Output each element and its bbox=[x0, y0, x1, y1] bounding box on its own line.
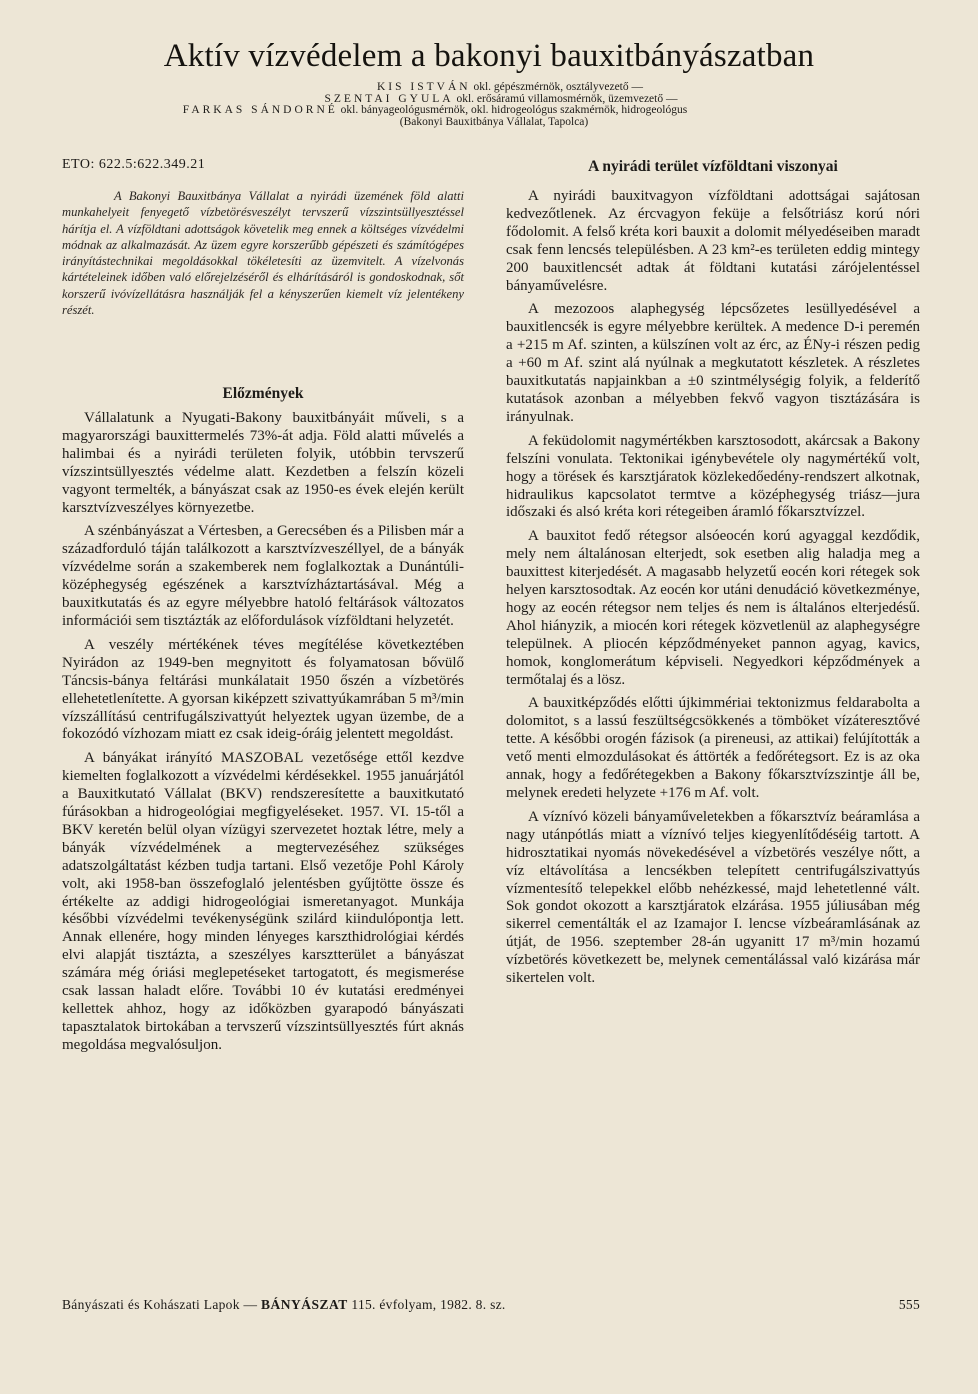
author-name: SZENTAI GYULA bbox=[324, 92, 454, 105]
journal-volume: 115. évfolyam, 1982. 8. sz. bbox=[351, 1297, 506, 1312]
page-footer bbox=[62, 1297, 920, 1313]
paragraph: A víznívó közeli bányaműveletekben a főkarsztvíz beáramlása a nagy utánpótlás miatt a víznívó teljes kiegyenlítődéséig tartott. A hidrosztatikai nyomás növekedésével a vízbetörés veszélye nőtt, a víz eltávolítása a lencsékben telepített centrifugálszivattyús vízmentesítő telepekkel előbb nehézkessé, majd lehetetlenné vált. Sok gondot okozott a karsztjáratok elzárása. 1955 júliusában még sikerrel cementálták el az Izamajor I. lencse vízbeáramlásának az útját, de 1956. szeptember 28-án ugyanitt 17 m³/min hozamú vízbetörés következett be, melynek cementálással való kizárása már sikertelen volt. bbox=[506, 808, 920, 987]
paragraph: A bányákat irányító MASZOBAL vezetősége ettől kezdve kiemelten foglalkozott a vízvédelmi kérdésekkel. 1955 januárjától a Bauxitkutató Vállalat (BKV) rendszeresítette a bauxitkutató fúrásokban a hidrogeológiai megfigyeléseket. 1957. VI. 15-től a BKV keretén belül olyan vízügyi szervezetet hoztak létre, mely a bányák vízvédelmének a megtervezéséhez szükséges adatszolgáltatást kézben tudja tartani. Első vezetője Pohl Károly volt, aki 1958-ban összefoglaló jelentésben gyűjtötte össze és értékelte az addigi hidrogeológiai ismeretanyagot. Munkája későbbi vízvédelmi tevékenységünk szilárd kiindulópontja lett. Annak ellenére, hogy minden lényeges karszthidrológiai kérdés elvi alapját tisztázta, a szeszélyes karsztterület a bányászat számára még óriási meglepetéseket tartogatott, és megismerése csak lassan haladt előre. További 10 év kutatási eredményei kellettek ahhoz, hogy az időközben gyarapodó bányászati tapasztalatok birtokában a tervszerű vízszintsüllyesztés fúrt aknás megoldása megvalósuljon. bbox=[62, 750, 464, 1053]
journal-name: Bányászati és Kohászati Lapok — bbox=[62, 1297, 258, 1312]
section-heading-right: A nyirádi terület vízföldtani viszonyai bbox=[588, 158, 838, 175]
paragraph: A veszély mértékének téves megítélése következtében Nyirádon az 1949-ben megnyitott és folyamatosan bővülő Táncsis-bánya feltárási munkálatait 1950 őszén a vízbetörés ellehetetlenítette. A gyorsan kiképzett szivattyúkamrában 5 m³/min vízszállítású centrifugálszivattyút helyeztek ugyan üzembe, de a fokozódó vízhozam miatt ez csak ideig-óráig jelentett megoldást. bbox=[62, 636, 464, 743]
author-name: FARKAS SÁNDORNÉ bbox=[182, 104, 338, 116]
paragraph: Vállalatunk a Nyugati-Bakony bauxitbányáit műveli, s a magyarországi bauxittermelés 73%-át adja. Föld alatti művelés a halimbai és a nyirádi területen folyik, utóbbin tervszerű vízszintsüllyesztés védelme alatt. Kezdetben a felszín közeli vagyont termelték, a bányászat csak az 1950-es évek elején került karsztvízveszélyes környezetbe. bbox=[62, 410, 464, 516]
section-heading-left: Előzmények bbox=[222, 385, 304, 402]
author-role: okl. gépészmérnök, osztályvezető — bbox=[473, 81, 644, 93]
left-column bbox=[62, 410, 464, 1061]
paragraph: A nyirádi bauxitvagyon vízföldtani adottságai sajátosan kedvezőtlenek. Az ércvagyon feküje a felsőtriász korú nóri fődolomit. A felső kréta kori bauxit a dolomit mélyedéseiben maradt csak fenn lencsés településben. A 23 km²-es területen eddig mintegy 200 bauxitlencsét adtak át földtani kutatási zárójelentéssel bányaművelésre. bbox=[506, 188, 920, 294]
paragraph: A mezozoos alaphegység lépcsőzetes lesüllyedésével a bauxitlencsék is egyre mélyebbre kerültek. A medence D-i peremén a +215 m Af. szinten, a külszínen volt az érc, az ÉNy-i részen pedig a +60 m Af. szint alá nyúlnak a megkutatott készletek. A részletes bauxitkutatás napjainkban a ±0 szintmélységig folyik, a felderítő kutatások azonban a mélyebben fekvő vagyon tisztázására is irányulnak. bbox=[506, 301, 920, 425]
journal-section: BÁNYÁSZAT bbox=[260, 1297, 348, 1312]
affiliation: (Bakonyi Bauxitbánya Vállalat, Tapolca) bbox=[399, 115, 589, 128]
author-name: KIS ISTVÁN bbox=[376, 81, 471, 93]
paragraph: A szénbányászat a Vértesben, a Gerecsében és a Pilisben már a századforduló táján találkozott a karsztvízveszéllyel, de a bányák vízvédelme során a szakemberek nem foglalkoztak a Dunántúli-középhegység egészének a karsztvízháztartásával. Még a bauxitkutatás és az egyre mélyebbre hatoló feltárások változatos információi sem tisztázták az előfordulások vízföldtani helyzetét. bbox=[62, 523, 464, 629]
abstract: A Bakonyi Bauxitbánya Vállalat a nyirádi üzemének föld alatti munkahelyeit fenyegető vízbetörésveszélyt tervszerű vízszintsüllyesztéssel hárítja el. A vízföldtani adottságok követelik meg ennek a költséges vízvédelmi módnak az alkalmazását. Az üzem egyre korszerűbb gépészeti és számítógépes irányítástechnikai megoldásokkal tökéletesíti az üzemvitelt. A vízelvonás kártételeinek időben való előrejelzéséről és elhárításáról is gondoskodnak, sőt korszerű ivóvízellátásra használják fel a kényszerűen kiemelt víz jelentékeny részét. bbox=[62, 189, 464, 318]
article-title: Aktív vízvédelem a bakonyi bauxitbányászatban bbox=[163, 38, 815, 74]
author-role: okl. erősáramú villamosmérnök, üzemvezető — bbox=[456, 92, 678, 105]
udc-code: ETO: 622.5:622.349.21 bbox=[62, 157, 206, 172]
page-number: 555 bbox=[898, 1297, 920, 1312]
author-role: okl. bányageológusmérnök, okl. hidrogeológus szakmérnök, hidrogeológus bbox=[340, 104, 688, 116]
paragraph: A bauxitot fedő rétegsor alsóeocén korú agyaggal kezdődik, mely nem általánosan elterjedt, sok esetben alig haladja meg a bauxittest kiterjedését. A magasabb helyzetű eocén kori rétegek sok helyen karsztosodtak. Az eocén kor utáni denudáció következménye, hogy az eocén rétegsor nem teljes és nem is általános elterjedésű. Ahol hiányzik, a miocén kori rétegek közvetlenül az alaphegységre települnek. A pliocén képződményeket pannon agyag, kavics, homok, konglomerátum képviseli. Negyedkori képződmények a termőtalaj és a lösz. bbox=[506, 528, 920, 688]
paragraph: A bauxitképződés előtti újkimmériai tektonizmus feldarabolta a dolomitot, s a lassú feszültségcsökkenés a tömböket vízáteresztővé tette. A későbbi orogén fázisok (a pireneusi, az attikai) felújították a vető menti elmozdulásokat és áttörték a fedőrétegsort. Ez is az oka annak, hogy a fedőrétegekben a Bakony főkarsztvízszintje áll be, melynek eredeti helyzete +176 m Af. volt. bbox=[506, 695, 920, 801]
author-block bbox=[140, 82, 840, 128]
right-column bbox=[506, 188, 920, 994]
paragraph: A feküdolomit nagymértékben karsztosodott, akárcsak a Bakony felszíni vonulata. Tektonikai igénybevétele oly nagymértékű volt, hogy a törések és karsztjáratok közlekedőedény-rendszert alkotnak, hidraulikus kapcsolatot termtve a középhegység triász—jura időszaki és alsó kréta kori rétegeiben áramló főkarsztvízzel. bbox=[506, 432, 920, 521]
author-3 bbox=[30, 105, 840, 117]
